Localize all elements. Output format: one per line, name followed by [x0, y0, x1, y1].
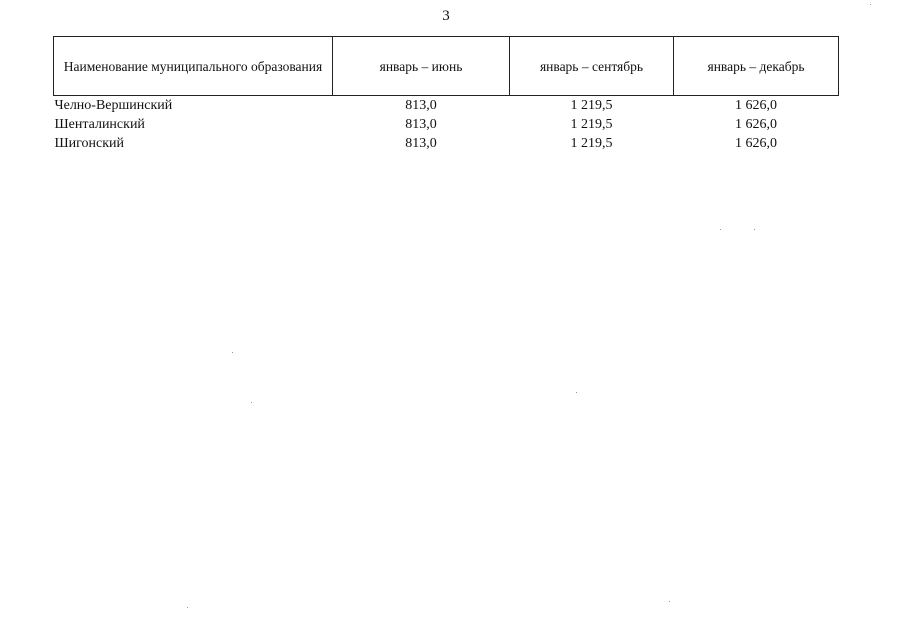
header-municipality: Наименование муниципального образования	[54, 37, 333, 96]
table-row	[54, 134, 839, 153]
value-jan-sep: 1 219,5	[570, 136, 613, 151]
scan-speck	[576, 392, 577, 393]
header-jan-sep: январь – сентябрь	[510, 37, 674, 96]
scan-speck	[232, 352, 233, 353]
municipality-name: Челно-Вершинский	[54, 98, 173, 113]
value-jan-dec: 1 626,0	[735, 98, 777, 113]
scan-speck	[187, 607, 188, 608]
value-jan-jun: 813,0	[405, 98, 437, 113]
header-jan-jun: январь – июнь	[333, 37, 510, 96]
municipality-name: Шенталинский	[54, 117, 145, 132]
table-header-row	[54, 37, 839, 96]
table-row	[54, 96, 839, 116]
scan-speck	[251, 402, 252, 403]
scan-speck	[754, 229, 755, 230]
value-jan-jun: 813,0	[405, 136, 437, 151]
page-number: 3	[442, 8, 450, 24]
scan-speck	[669, 601, 670, 602]
value-jan-sep: 1 219,5	[570, 117, 613, 132]
value-jan-sep: 1 219,5	[570, 98, 613, 113]
table-row	[54, 115, 839, 134]
scan-speck	[870, 4, 871, 5]
data-table	[53, 36, 839, 153]
value-jan-jun: 813,0	[405, 117, 437, 132]
value-jan-dec: 1 626,0	[735, 136, 777, 151]
scan-speck	[720, 229, 721, 230]
value-jan-dec: 1 626,0	[735, 117, 777, 132]
municipality-name: Шигонский	[54, 136, 125, 151]
header-jan-dec: январь – декабрь	[674, 37, 839, 96]
